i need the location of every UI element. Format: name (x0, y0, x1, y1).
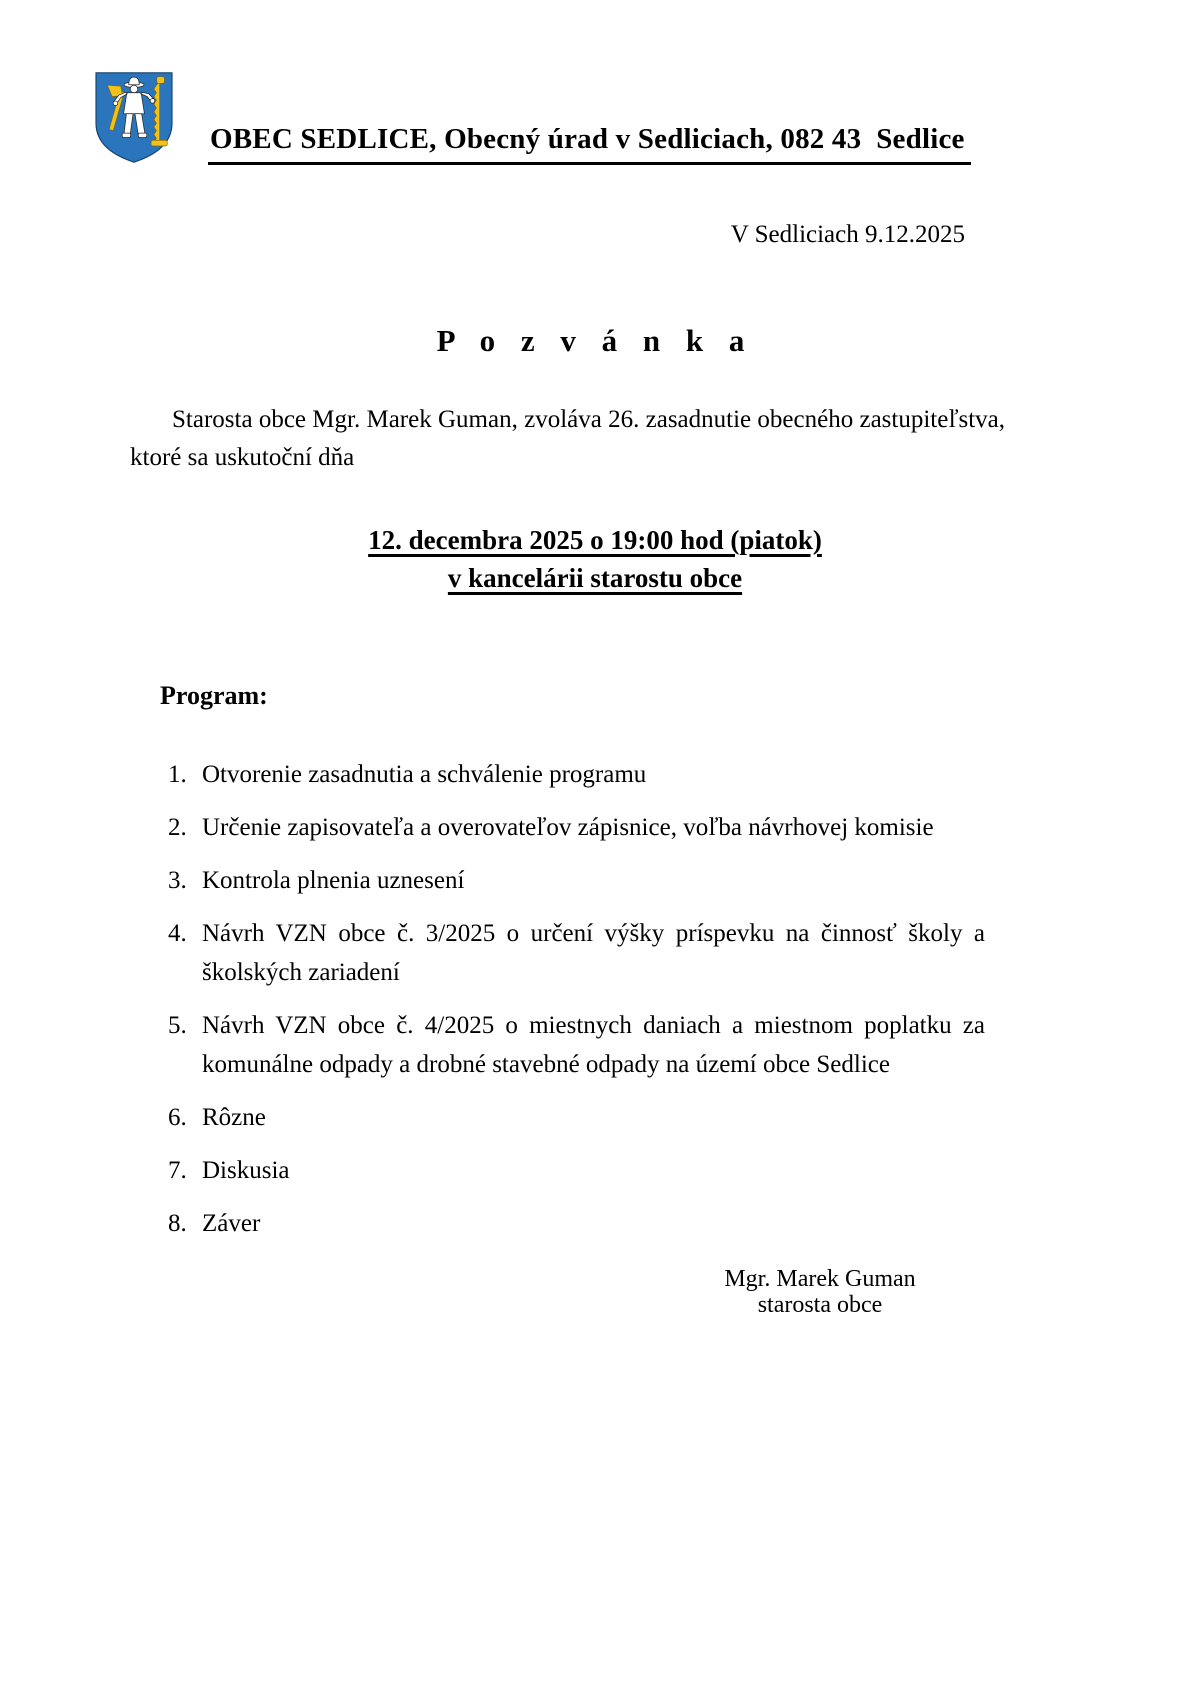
municipality-header-title: OBEC SEDLICE, Obecný úrad v Sedliciach, 082 43 Sedlice (208, 123, 971, 165)
program-item-7: Diskusia (202, 1157, 290, 1184)
program-item-6: Rôzne (202, 1104, 266, 1131)
signature-name: Mgr. Marek Guman (724, 1266, 916, 1292)
signature-block (660, 1266, 980, 1318)
place-and-date: V Sedliciach 9.12.2025 (730, 221, 965, 248)
program-item-3: Kontrola plnenia uznesení (202, 867, 465, 894)
program-item-1: Otvorenie zasadnutia a schválenie programu (202, 761, 647, 788)
program-item-4: Návrh VZN obce č. 3/2025 o určení výšky príspevku na činnosť školy a školských zariadení (202, 920, 985, 986)
program-item-8: Záver (202, 1210, 261, 1237)
program-heading: Program: (160, 681, 268, 710)
document-header (90, 0, 1190, 165)
meeting-place-line: v kancelárii starostu obce (447, 563, 743, 593)
program-item-2: Určenie zapisovateľa a overovateľov zápisnice, voľba návrhovej komisie (202, 814, 934, 841)
intro-paragraph: Starosta obce Mgr. Marek Guman, zvoláva 26. zasadnutie obecného zastupiteľstva, ktoré sa uskutoční dňa (130, 406, 1005, 471)
meeting-date-line: 12. decembra 2025 o 19:00 hod (piatok) (368, 525, 822, 555)
document-title: P o z v á n k a (436, 323, 754, 358)
program-item-5: Návrh VZN obce č. 4/2025 o miestnych daniach a miestnom poplatku za komunálne odpady a drobné stavebné odpady na území obce Sedlice (202, 1012, 985, 1078)
program-list (168, 755, 985, 1243)
meeting-datetime-block (0, 521, 1190, 597)
municipal-coat-of-arms-icon (90, 70, 178, 165)
signature-role: starosta obce (757, 1292, 883, 1318)
